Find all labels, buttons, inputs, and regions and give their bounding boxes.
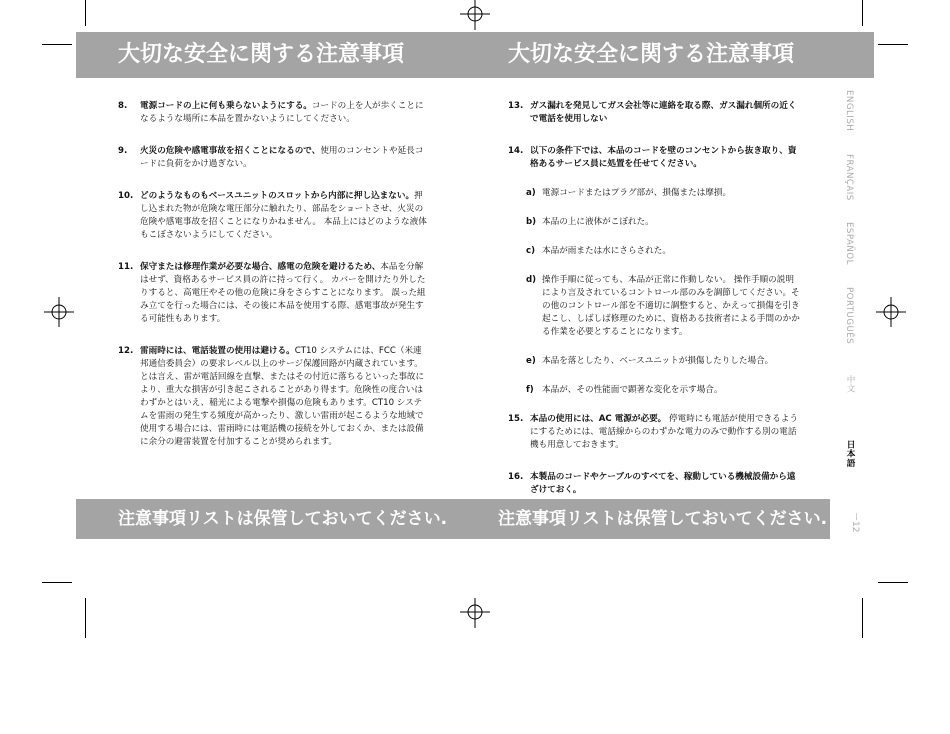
left-column [118, 100, 428, 468]
sub-item: d) 操作手順に従っても、本品が正常に作動しない。 操作手順の説明により言及されているコントロール部のみを調節してください。その他のコントロール部を不適切に調整すると、かえって損傷を引き起こし、しばしば修理のために、資格ある技術者による手間のかかる作業を必要とすることになります。 [526, 275, 800, 337]
list-item: 15. 本品の使用には、AC 電源が必要。 停電時にも電話が使用できるようにするためには、電話線からのわずかな電力のみで動作する別の電話機も用意しておきます。 [508, 414, 798, 450]
page-number: ー12 [850, 512, 860, 533]
crop-mark [85, 0, 86, 26]
list-item: 12. 雷雨時には、電話装置の使用は避ける。CT10 システムには、FCC（米連邦通信委員会）の要求レベル以上のサージ保護回路が内蔵されています。とは言え、雷が電話回線を直撃、またはその付近に落ちるといった事故により、重大な損害が引き起こされることがあり得ます。危険性の度合いはわずかとはいえ、稲光による電撃や損傷の危険もあります。CT10 システムを雷雨の発生する頻度が高かったり、激しい雷雨が起こるような地域で使用する場合には、雷雨時には電話機の接続を外しておくか、または設備に余分の避雷装置を付加することが奨められます。 [118, 346, 425, 447]
registration-mark-icon [460, 0, 490, 30]
language-tab-chinese[interactable]: 中文 [845, 375, 855, 394]
language-tab-portuguese[interactable]: PORTUGUÊS [844, 287, 854, 345]
language-tab-spanish[interactable]: ESPAÑOL [844, 222, 854, 265]
list-item: 13. ガス漏れを発見してガス会社等に連絡を取る際、ガス漏れ個所の近くで電話を使用しない [508, 101, 797, 124]
page-title-left: 大切な安全に関する注意事項 [118, 42, 405, 67]
crop-mark [42, 44, 72, 45]
header-banner [76, 32, 874, 78]
language-tab-english[interactable]: ENGLISH [844, 90, 854, 132]
sub-item: f) 本品が、その性能面で顕著な変化を示す場合。 [526, 385, 723, 395]
page-title-right: 大切な安全に関する注意事項 [508, 42, 795, 67]
crop-mark [878, 582, 908, 583]
footer-text-left: 注意事項リストは保管しておいてください. [118, 509, 448, 529]
crop-mark [42, 582, 72, 583]
language-tab-french[interactable]: FRANÇAIS [844, 154, 854, 201]
list-item: 10. どのようなものもベースユニットのスロットから内部に押し込まない。押し込まれた物が危険な電圧部分に触れたり、部品をショートさせ、火災の危険や感電事故を招くことになりかねません。 本品上にはどのような液体もこぼさないようにしてください。 [118, 191, 427, 240]
right-column [508, 100, 800, 516]
crop-mark [85, 598, 86, 638]
registration-mark-icon [44, 297, 74, 327]
registration-mark-icon [876, 297, 906, 327]
crop-mark [862, 0, 863, 26]
list-item: 8. 電源コードの上に何も乗らないようにする。コードの上を人が歩くことになるような場所に本品を置かないようにしてください。 [118, 101, 424, 124]
sub-item: a) 電源コードまたはプラグ部が、損傷または摩損。 [526, 188, 732, 198]
list-item: 14. 以下の条件下では、本品のコードを壁のコンセントから抜き取り、資格あるサービス員に処置を任せてください。 [508, 146, 797, 169]
list-item: 9. 火災の危険や感電事故を招くことになるので、使用のコンセントや延長コードに負荷をかけ過ぎない。 [118, 146, 424, 169]
footer-text-right: 注意事項リストは保管しておいてください. [498, 509, 828, 529]
sub-item: b) 本品の上に液体がこぼれた。 [526, 217, 654, 227]
list-item: 11. 保守または修理作業が必要な場合、感電の危険を避けるため、本品を分解はせず、資格あるサービス員の許に持って行く。 カバーを開けたり外したりすると、高電圧やその他の危険に身をさらすことになります。 誤った組み立てを行った場合には、その後に本品を使用する際、感電事故が発生する可能性もあります。 [118, 262, 426, 324]
list-item: 16. 本製品のコードやケーブルのすべてを、稼動している機械設備から遠ざけておく。 [508, 472, 796, 495]
crop-mark [878, 44, 908, 45]
sub-item: e) 本品を落としたり、ベースユニットが損傷したりした場合。 [526, 356, 774, 366]
crop-mark [862, 598, 863, 638]
sub-item: c) 本品が雨または水にさらされた。 [526, 246, 671, 256]
language-tab-japanese[interactable]: 日本語 [845, 440, 855, 468]
registration-mark-icon [460, 598, 490, 628]
